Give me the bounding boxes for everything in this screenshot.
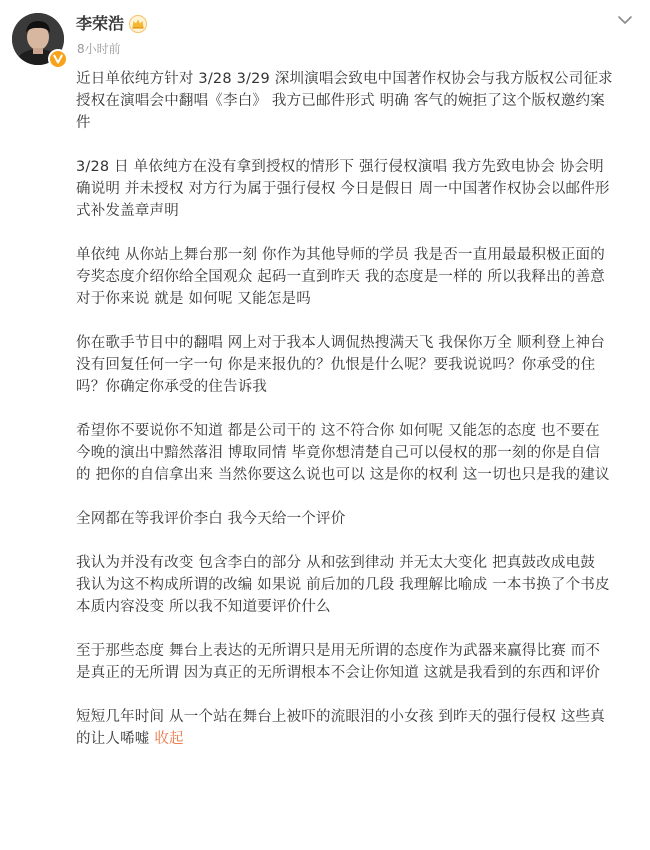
chevron-down-icon[interactable] [616, 13, 634, 27]
post-paragraph: 你在歌手节目中的翻唱 网上对于我本人调侃热搜满天飞 我保你万全 顺利登上神台 没有回复任何一字一句 你是来报仇的？仇恨是什么呢？要我说说吗？你承受的住 吗？你确定你承受的住告诉我 [76, 335, 605, 395]
post-paragraph: 单依纯 从你站上舞台那一刻 你作为其他导师的学员 我是否一直用最最积极正面的 夸奖态度介绍你给全国观众 起码一直到昨天 我的态度是一样的 所以我释出的善意 对于你来说 就是 如何呢 又能怎是吗 [76, 247, 605, 307]
post-time: 8小时前 [77, 42, 121, 56]
post-content [76, 68, 642, 750]
post-paragraph: 我认为并没有改变 包含李白的部分 从和弦到律动 并无太大变化 把真鼓改成电鼓 我认为这不构成所谓的改编 如果说 前后加的几段 我理解比喻成 一本书换了个书皮 本质内容没变 所以我不知道要评价什么 [76, 555, 610, 615]
post-paragraph: 近日单依纯方针对 3/28 3/29 深圳演唱会致电中国著作权协会与我方版权公司征求 授权在演唱会中翻唱《李白》 我方已邮件形式 明确 客气的婉拒了这个版权邀约案 件 [76, 71, 613, 131]
post-paragraph: 希望你不要说你不知道 都是公司干的 这不符合你 如何呢 又能怎的态度 也不要在 今晚的演出中黯然落泪 博取同情 毕竟你想清楚自己可以侵权的那一刻的你是自信 的 把你的自信拿出来 当然你要这么说也可以 这是你的权利 这一切也只是我的建议 [76, 423, 610, 483]
post-paragraph: 至于那些态度 舞台上表达的无所谓只是用无所谓的态度作为武器来赢得比赛 而不 是真正的无所谓 因为真正的无所谓根本不会让你知道 这就是我看到的东西和评价 [76, 643, 601, 681]
verified-v-badge-icon [48, 49, 68, 69]
post-paragraph-text: 短短几年时间 从一个站在舞台上被吓的流眼泪的小女孩 到昨天的强行侵权 这些真 的让人唏嘘 [76, 709, 605, 747]
user-name[interactable]: 李荣浩 [76, 14, 125, 33]
post-paragraph-last [76, 706, 642, 750]
post-paragraph: 3/28 日 单依纯方在没有拿到授权的情形下 强行侵权演唱 我方先致电协会 协会明 确说明 并未授权 对方行为属于强行侵权 今日是假日 周一中国著作权协会以邮件形 式补发盖章声明 [76, 159, 610, 219]
collapse-link[interactable]: 收起 [154, 731, 184, 747]
crown-membership-icon [127, 14, 149, 34]
post-paragraph: 全网都在等我评价李白 我今天给一个评价 [76, 511, 346, 527]
